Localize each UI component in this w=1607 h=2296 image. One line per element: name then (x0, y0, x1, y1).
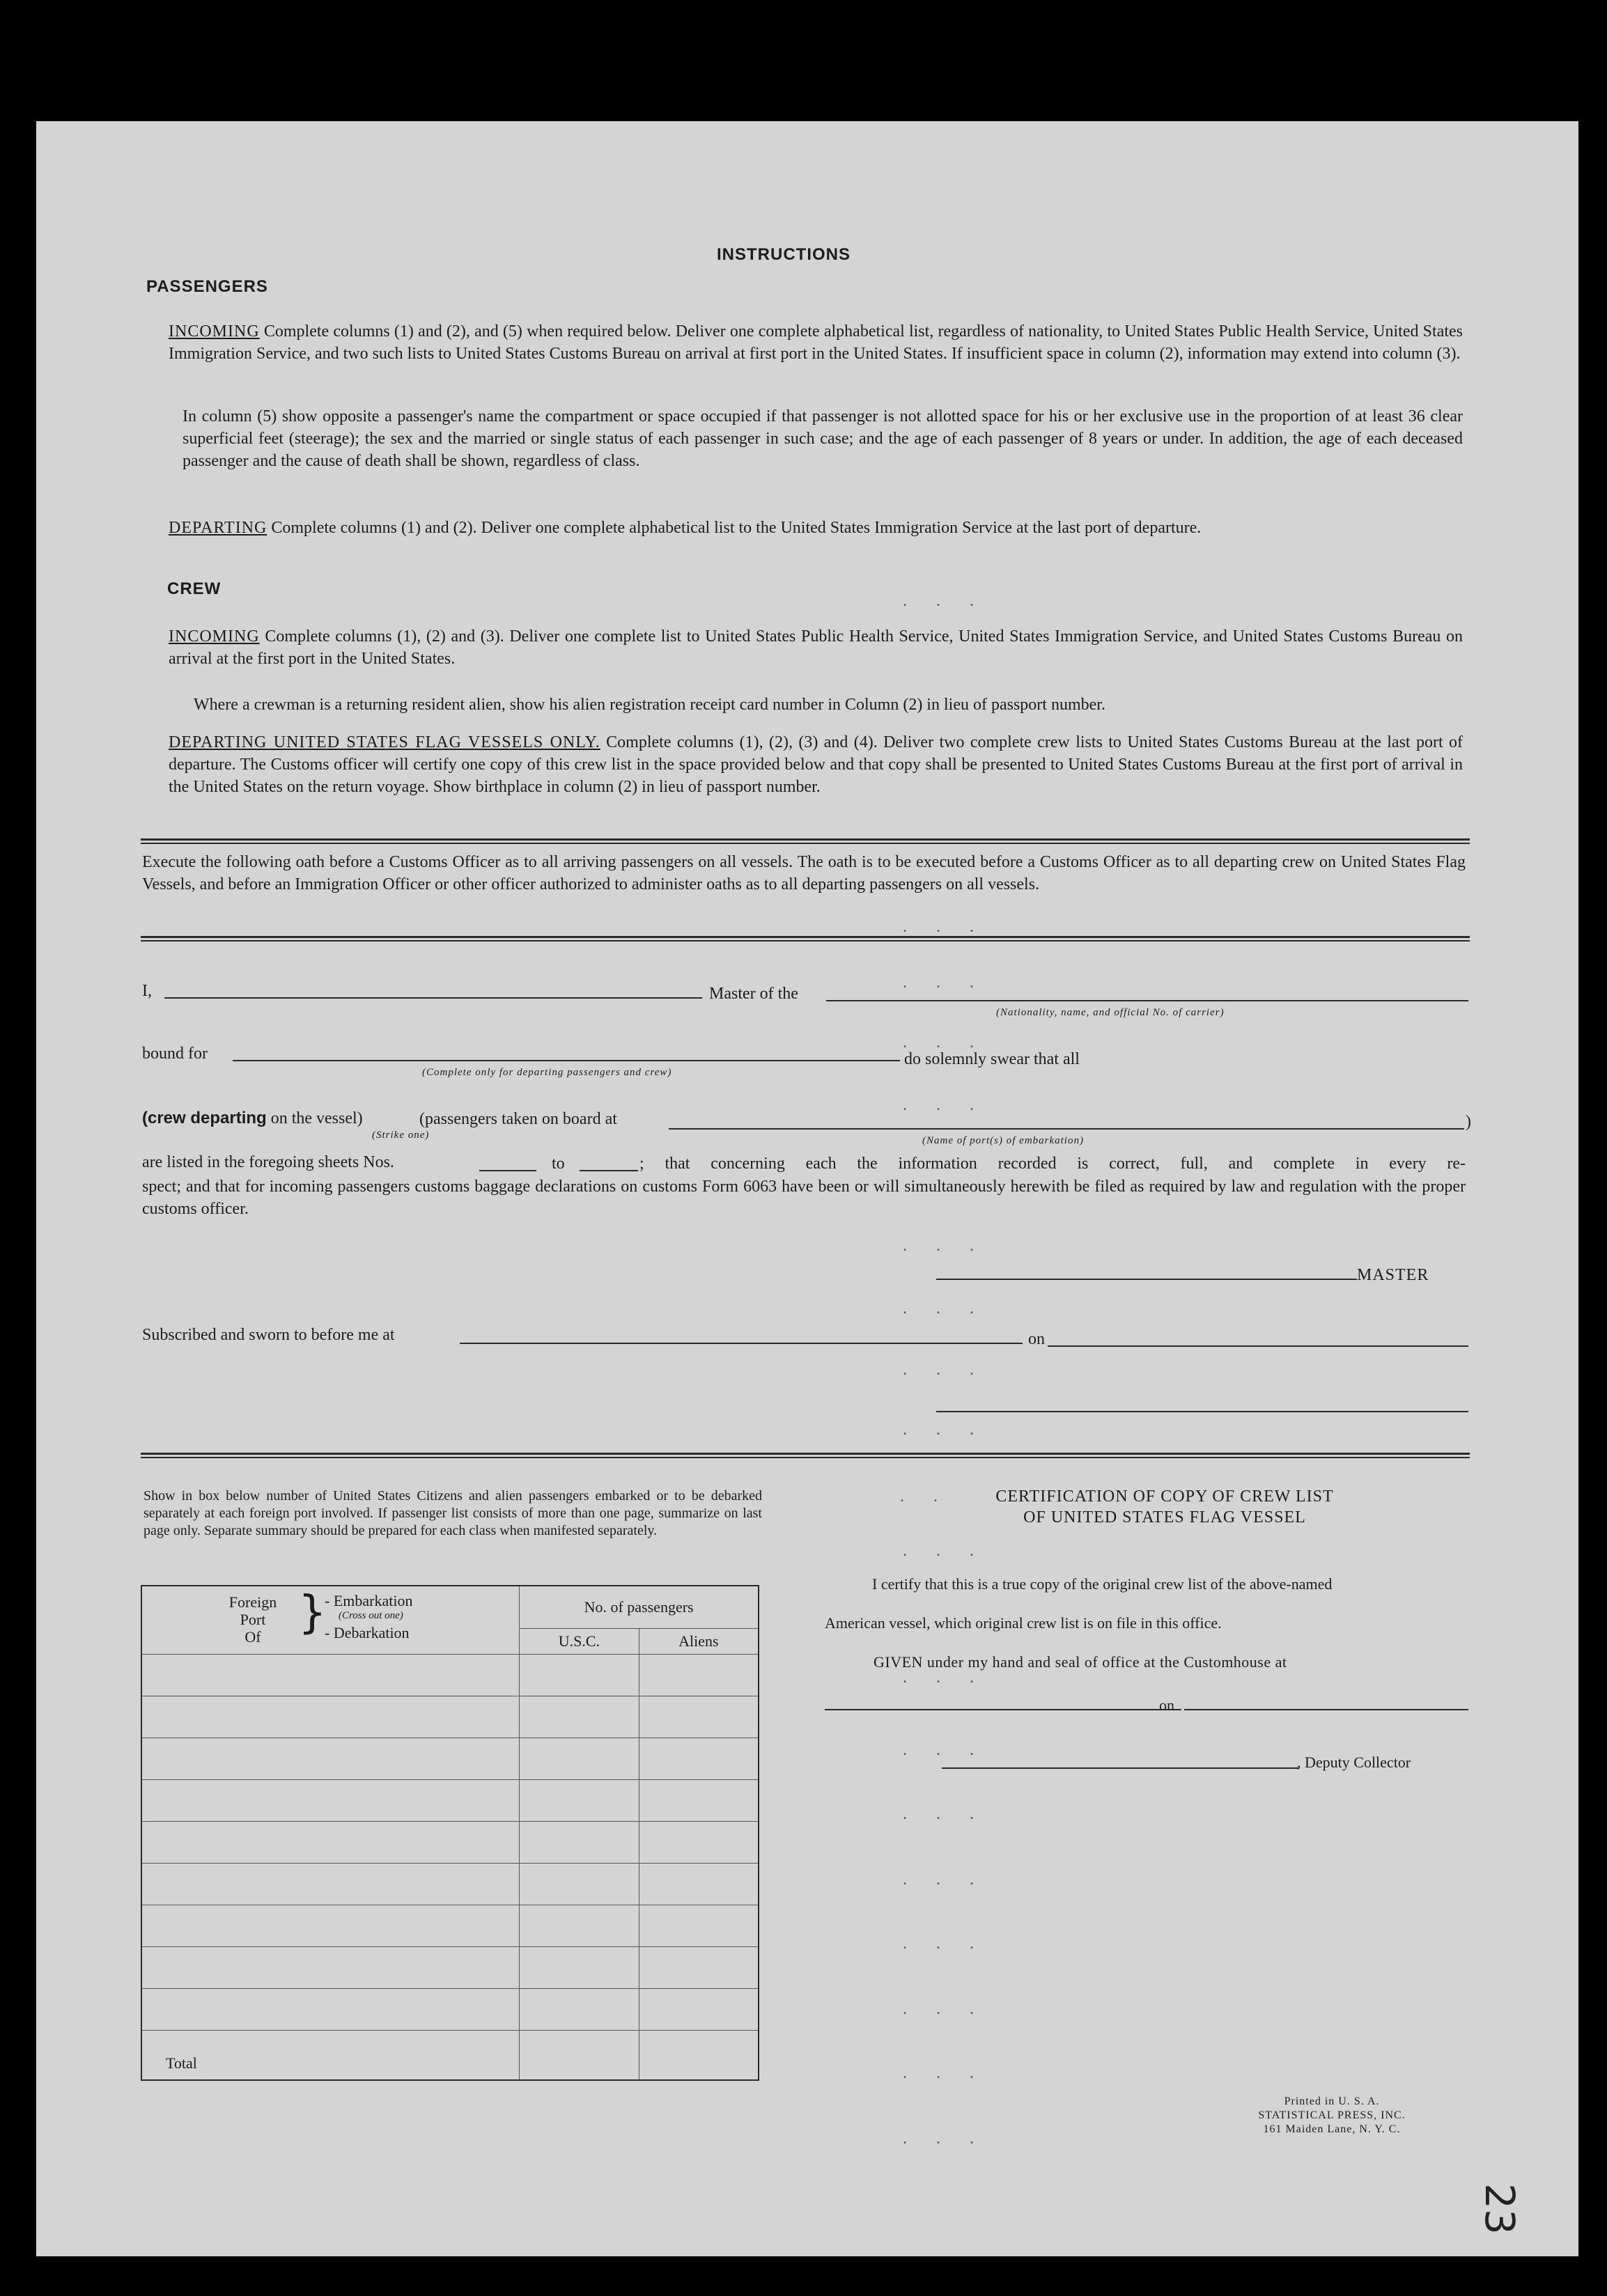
aliens-cell[interactable] (639, 1696, 759, 1738)
passengers-departing-text: Complete columns (1) and (2). Deliver one complete alphabetical list to the United States Immigration Service at the last port of departure. (271, 519, 1202, 537)
dot-marks: . . . (903, 1542, 986, 1560)
port-cell[interactable] (141, 1864, 520, 1905)
table-row (141, 1947, 759, 1989)
page-title: INSTRUCTIONS (717, 245, 851, 264)
embarkation-port-field[interactable] (669, 1128, 1464, 1130)
embarkation-label: - Embarkation (325, 1592, 413, 1609)
master-signature-label: MASTER (1357, 1266, 1429, 1284)
master-signature-field[interactable] (936, 1279, 1357, 1280)
divider-oath (141, 936, 1470, 942)
crew-alien-paragraph: Where a crewman is a returning resident alien, show his alien registration receipt card number in Column (2) in lieu of passport number. (194, 696, 1105, 714)
aliens-cell[interactable] (639, 1738, 759, 1780)
dot-marks: . . . (903, 1299, 986, 1318)
sheets-suffix: ; that concerning each the information recorded is correct, full, and complete in every re- (639, 1155, 1466, 1173)
on-vessel-text: on the vessel) (270, 1109, 363, 1127)
total-row (141, 2031, 759, 2081)
deputy-collector-label: , Deputy Collector (1297, 1754, 1411, 1771)
passengers-taken-label: (passengers taken on board at (419, 1110, 617, 1128)
table-row (141, 1696, 759, 1738)
usc-cell[interactable] (520, 1738, 639, 1780)
sheets-to-label: to (552, 1155, 565, 1173)
divider-top (141, 838, 1470, 844)
of-label: Of (244, 1628, 261, 1646)
subscribed-place-field[interactable] (460, 1343, 1023, 1344)
embarkation-caption: (Name of port(s) of embarkation) (922, 1135, 1084, 1146)
certification-title-line1: CERTIFICATION OF COPY OF CREW LIST (995, 1487, 1334, 1506)
port-cell[interactable] (141, 1696, 520, 1738)
bound-for-caption: (Complete only for departing passengers and crew) (422, 1067, 672, 1078)
usc-cell[interactable] (520, 1989, 639, 2031)
dot-marks: . . . (903, 1871, 986, 1889)
passengers-heading: PASSENGERS (146, 277, 268, 296)
aliens-cell[interactable] (639, 1780, 759, 1822)
handwritten-page-number: 23 (1475, 2183, 1523, 2235)
crew-incoming-lead: INCOMING (169, 627, 260, 646)
table-row (141, 1822, 759, 1864)
crew-departing-option (142, 1109, 363, 1128)
printer-imprint (1206, 2095, 1457, 2137)
dot-marks: . . . (903, 592, 986, 610)
aliens-cell[interactable] (639, 1864, 759, 1905)
debarkation-label: - Debarkation (325, 1624, 410, 1641)
dot-marks: . . . (903, 1361, 986, 1379)
usc-cell[interactable] (520, 1696, 639, 1738)
passengers-incoming-lead: INCOMING (169, 322, 260, 341)
foreign-label: Foreign (228, 1593, 277, 1611)
usc-cell[interactable] (520, 1822, 639, 1864)
table-row (141, 1905, 759, 1947)
sheet-from-field[interactable] (479, 1170, 536, 1171)
subscribed-label: Subscribed and sworn to before me at (142, 1326, 395, 1344)
summary-instructions: Show in box below number of United States Citizens and alien passengers embarked or to be debarked separately at each foreign port involved. If passenger list consists of more than one page, summarize on last page only. Separate summary should be prepared for each class when manifested separately. (143, 1488, 762, 1538)
port-label: Port (240, 1611, 266, 1628)
bound-for-field[interactable] (233, 1060, 900, 1061)
dot-marks: . . . (903, 1935, 986, 1953)
table-row (141, 1655, 759, 1696)
passengers-column5-paragraph: In column (5) show opposite a passenger's name the compartment or space occupied if that passenger is not allotted space for his or her exclusive use in the proportion of at least 36 clear superficial feet (steerage); the sex and the married or single status of each passenger in such case; and the age of each passenger of 8 years or under. In addition, the age of each deceased passenger and the cause of death shall be shown, regardless of class. (183, 407, 1463, 470)
officer-signature-field[interactable] (936, 1411, 1468, 1412)
port-cell[interactable] (141, 1780, 520, 1822)
usc-cell[interactable] (520, 1655, 639, 1696)
foreign-port-header (141, 1586, 520, 1655)
oath-i-label: I, (142, 982, 152, 1000)
master-name-field[interactable] (164, 997, 702, 999)
usc-total-cell[interactable] (520, 2031, 639, 2081)
master-of-the-label: Master of the (709, 985, 798, 1003)
table-row (141, 1738, 759, 1780)
passengers-departing-paragraph (169, 517, 1463, 539)
given-text: GIVEN under my hand and seal of office at the Customhouse at (874, 1653, 1287, 1671)
aliens-header: Aliens (639, 1629, 759, 1655)
aliens-cell[interactable] (639, 1655, 759, 1696)
dot-marks: . . . (903, 2064, 986, 2082)
passengers-incoming-text: Complete columns (1) and (2), and (5) when required below. Deliver one complete alphabetical list, regardless of nationality, to United States Public Health Service, United States Immigration Service, and two such lists to United States Customs Bureau on arrival at first port in the United States. If insufficient space in column (2), information may extend into column (3). (169, 322, 1464, 363)
passengers-incoming-paragraph (169, 320, 1463, 365)
table-row (141, 1780, 759, 1822)
sheets-prefix: are listed in the foregoing sheets Nos. (142, 1153, 394, 1171)
aliens-cell[interactable] (639, 1905, 759, 1947)
certification-title-line2: OF UNITED STATES FLAG VESSEL (1023, 1508, 1306, 1526)
crew-departing-paragraph (169, 731, 1463, 798)
printer-line1: Printed in U. S. A. (1284, 2095, 1380, 2107)
dot-marks: . . (900, 1487, 950, 1506)
aliens-total-cell[interactable] (639, 2031, 759, 2081)
dot-marks: . . . (903, 1033, 986, 1052)
port-cell[interactable] (141, 1738, 520, 1780)
carrier-field[interactable] (826, 1000, 1468, 1001)
bound-for-label: bound for (142, 1045, 208, 1063)
dot-marks: . . . (903, 918, 986, 936)
foreign-port-of-label (215, 1593, 291, 1646)
american-vessel-text: American vessel, which original crew list is on file in this office. (825, 1614, 1222, 1632)
deputy-collector-field[interactable] (942, 1767, 1298, 1769)
form-sheet (36, 121, 1578, 2256)
subscribed-on-label: on (1028, 1330, 1045, 1348)
dot-marks: . . . (903, 1421, 986, 1439)
strike-one-caption: (Strike one) (372, 1130, 430, 1141)
certify-text: I certify that this is a true copy of the original crew list of the above-named (872, 1575, 1333, 1593)
certification-on-label: on (1159, 1696, 1174, 1714)
subscribed-date-field[interactable] (1048, 1345, 1468, 1347)
crew-departing-lead: DEPARTING UNITED STATES FLAG VESSELS ONLY. (169, 733, 600, 751)
port-cell[interactable] (141, 1989, 520, 2031)
crew-departing-text: Complete columns (1), (2), (3) and (4). Deliver two complete crew lists to United States Customs Bureau at the last port of departure. The Customs officer will certify one copy of this crew list in the space provided below and that copy shall be presented to United States Customs Bureau at the first port of arrival in the United States on the return voyage. Show birthplace in column (2) in lieu of passport number. (169, 733, 1464, 796)
certification-title (935, 1486, 1395, 1528)
oath-statement-rest: spect; and that for incoming passengers customs baggage declarations on customs Form 6063 have been or will simultaneously herewith be filed as required by law and regulation with the proper customs officer. (142, 1178, 1466, 1218)
port-cell[interactable] (141, 1905, 520, 1947)
oath-intro: Execute the following oath before a Customs Officer as to all arriving passengers on all vessels. The oath is to be executed before a Customs Officer as to all departing crew on United States Flag Vessels, and before an Immigration Officer or other officer authorized to administer oaths as to all departing passengers on all vessels. (142, 853, 1466, 893)
no-of-passengers-header: No. of passengers (520, 1586, 759, 1629)
total-label: Total (166, 2054, 197, 2072)
dot-marks: . . . (903, 2000, 986, 2018)
table-row (141, 1864, 759, 1905)
crew-incoming-text: Complete columns (1), (2) and (3). Deliver one complete list to United States Public Health Service, United States Immigration Service, and United States Customs Bureau on arrival at the first port in the United States. (169, 627, 1464, 668)
total-label-cell (141, 2031, 520, 2081)
swear-label: do solemnly swear that all (904, 1050, 1080, 1068)
table-row (141, 1989, 759, 2031)
carrier-caption: (Nationality, name, and official No. of carrier) (996, 1007, 1225, 1018)
usc-cell[interactable] (520, 1905, 639, 1947)
aliens-cell[interactable] (639, 1989, 759, 2031)
port-cell[interactable] (141, 1822, 520, 1864)
dot-marks: . . . (903, 974, 986, 992)
printer-line2: STATISTICAL PRESS, INC. (1258, 2109, 1406, 2121)
usc-cell[interactable] (520, 1947, 639, 1989)
customhouse-field[interactable] (825, 1709, 1181, 1710)
brace-icon: } (298, 1587, 327, 1639)
dot-marks: . . . (903, 1096, 986, 1114)
passengers-departing-lead: DEPARTING (169, 519, 267, 537)
sheet-to-field[interactable] (580, 1170, 638, 1171)
crew-incoming-paragraph (169, 625, 1463, 670)
usc-cell[interactable] (520, 1864, 639, 1905)
crew-departing-text: (crew departing (142, 1109, 267, 1127)
aliens-cell[interactable] (639, 1947, 759, 1989)
aliens-cell[interactable] (639, 1822, 759, 1864)
dot-marks: . . . (903, 1741, 986, 1759)
crew-heading: CREW (167, 579, 222, 598)
passenger-summary-table (141, 1585, 759, 2081)
divider-bottom (141, 1453, 1470, 1458)
dot-marks: . . . (903, 2130, 986, 2148)
dot-marks: . . . (903, 1805, 986, 1823)
port-cell[interactable] (141, 1947, 520, 1989)
dot-marks: . . . (903, 1237, 986, 1255)
certification-date-field[interactable] (1184, 1709, 1468, 1710)
usc-header: U.S.C. (520, 1629, 639, 1655)
port-cell[interactable] (141, 1655, 520, 1696)
embarkation-close-paren: ) (1466, 1113, 1471, 1131)
usc-cell[interactable] (520, 1780, 639, 1822)
cross-out-caption: (Cross out one) (339, 1610, 403, 1621)
printer-line3: 161 Maiden Lane, N. Y. C. (1263, 2123, 1401, 2135)
dot-marks: . . . (903, 1669, 986, 1687)
